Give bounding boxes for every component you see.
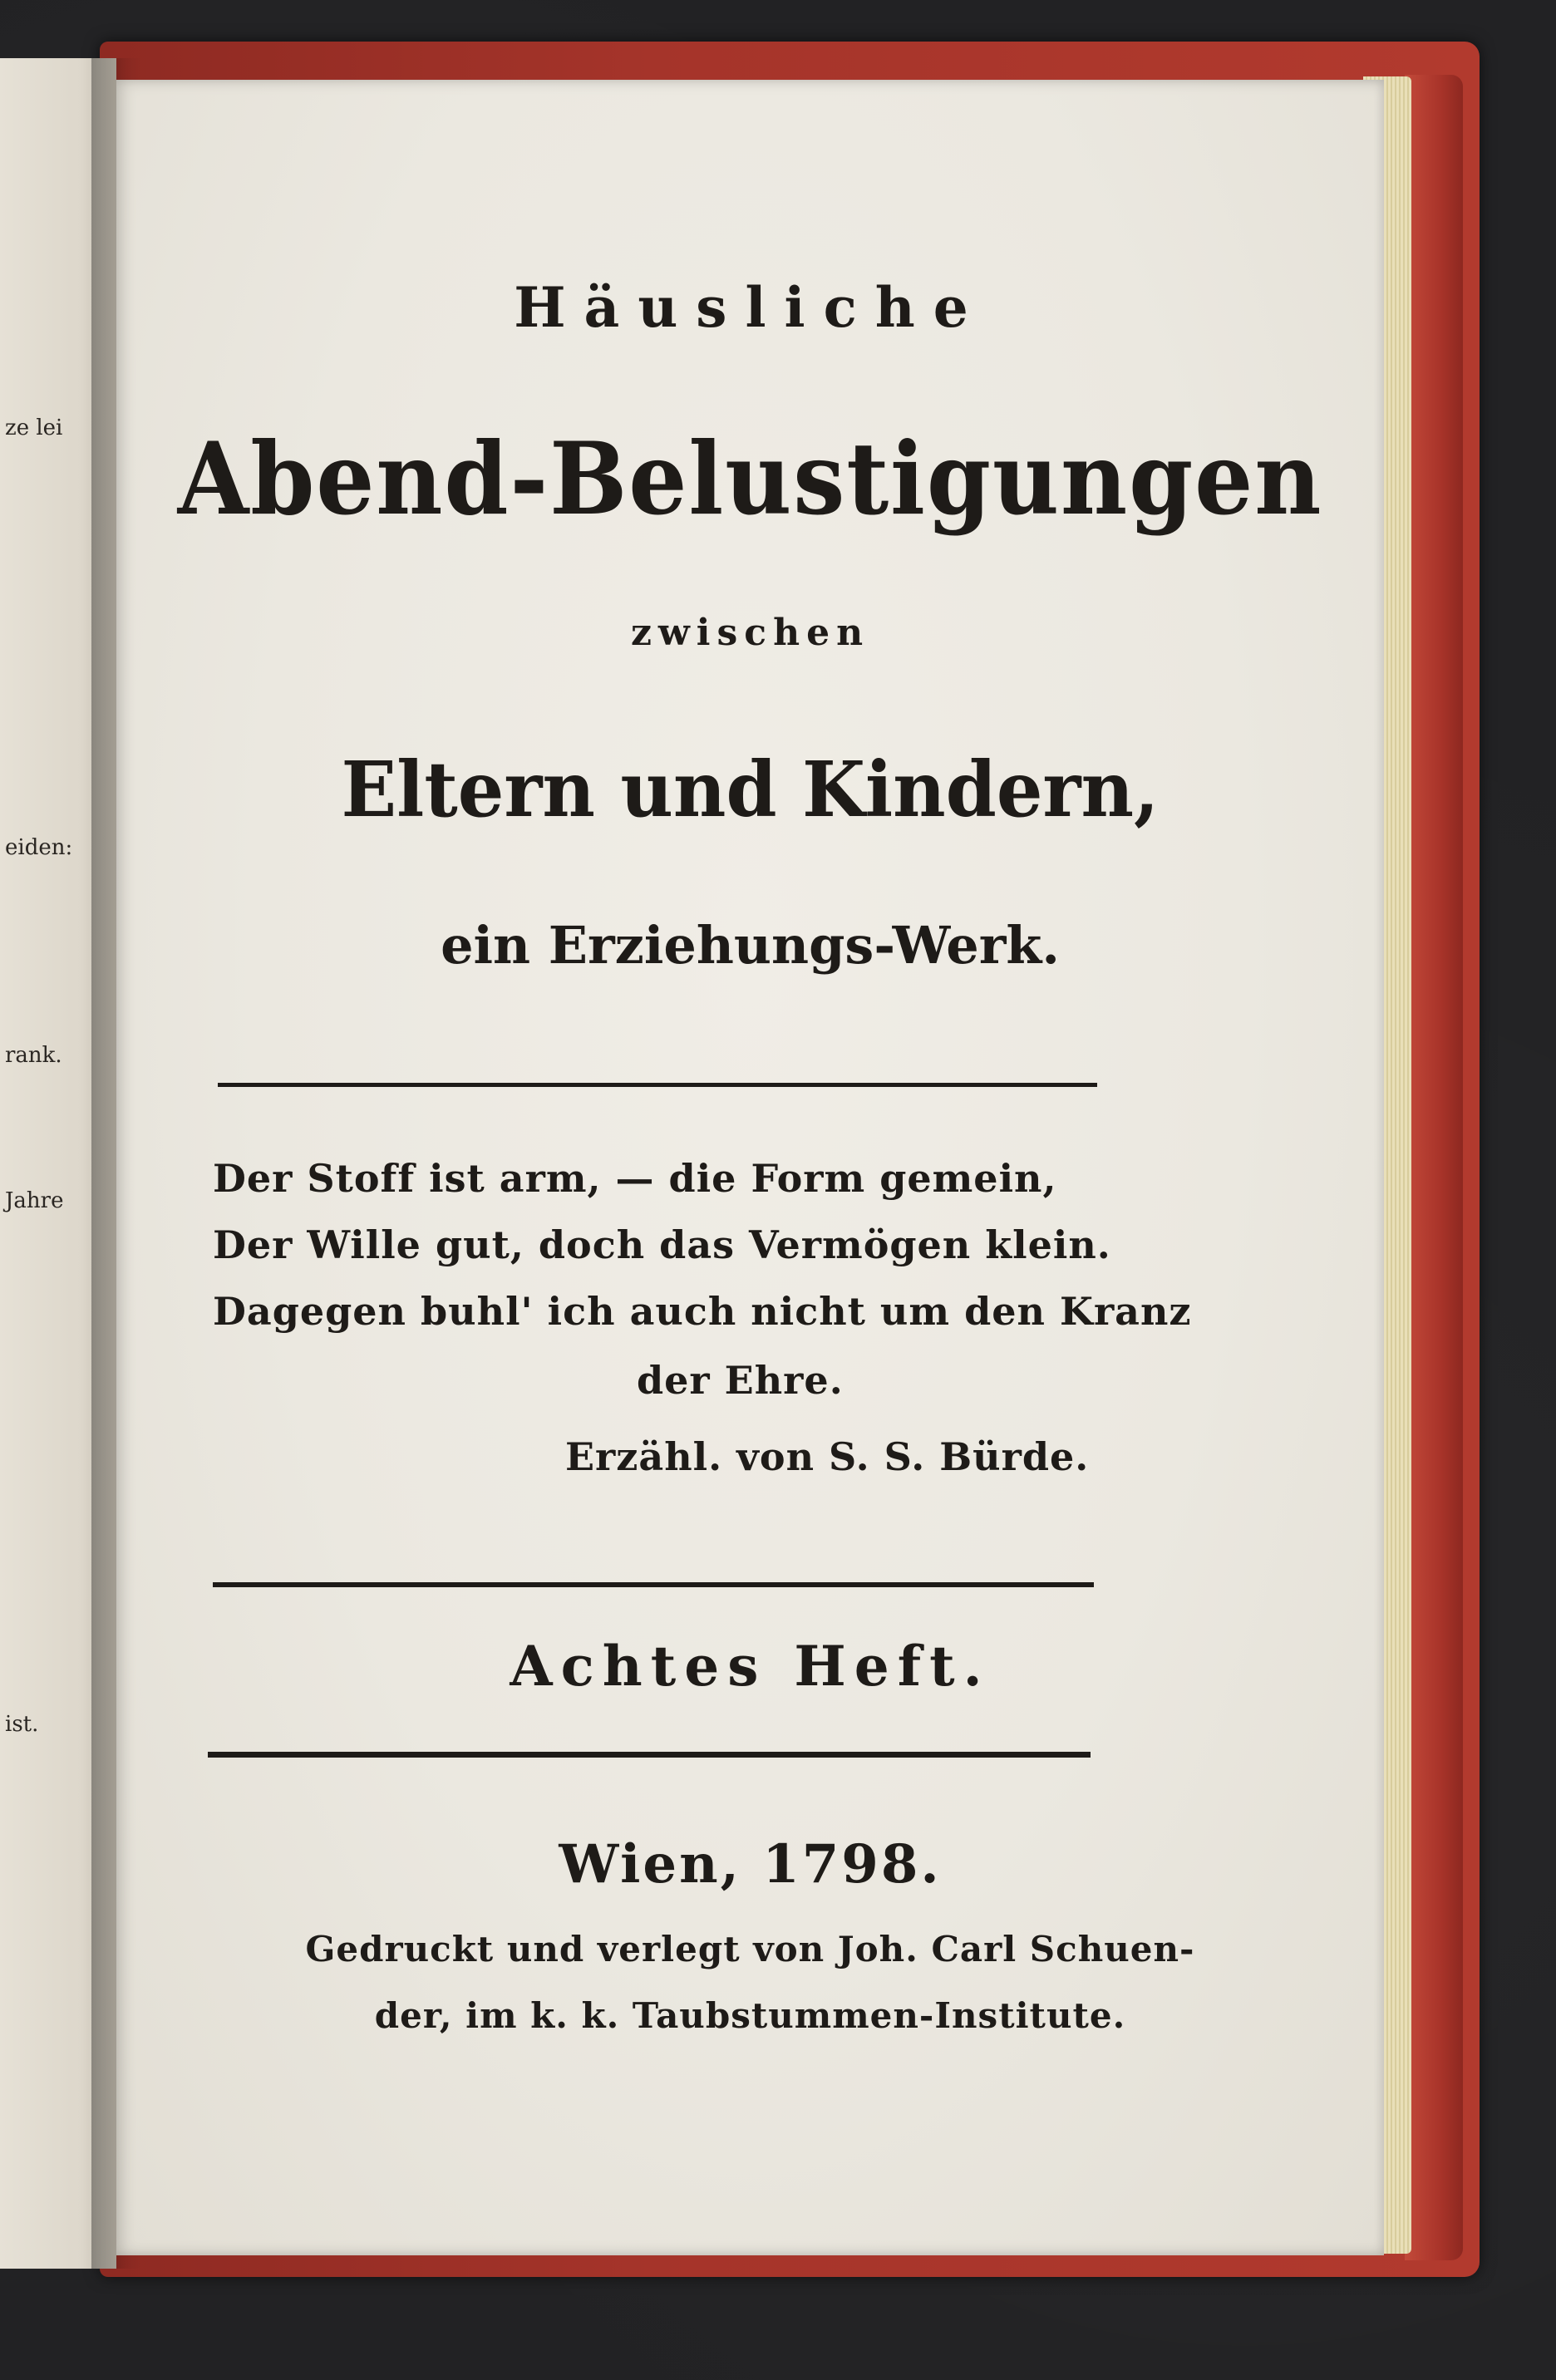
left-page-fragment: ist.	[5, 1712, 39, 1737]
title-line-werk: ein Erziehungs-Werk.	[441, 915, 1060, 976]
part-number: Achtes Heft.	[510, 1634, 991, 1699]
divider-rule	[218, 1083, 1097, 1087]
book-cover-edge	[1405, 75, 1463, 2260]
divider-rule	[208, 1752, 1091, 1758]
title-page	[116, 80, 1384, 2255]
motto-line: Dagegen buhl' ich auch nicht um den Kranz	[213, 1289, 1192, 1334]
motto-line: der Ehre.	[637, 1358, 844, 1403]
divider-rule	[213, 1582, 1094, 1587]
motto-line: Der Wille gut, doch das Vermögen klein.	[213, 1222, 1111, 1267]
title-line-zwischen: zwischen	[630, 612, 870, 654]
title-line-eltern: Eltern und Kindern,	[341, 745, 1160, 834]
title-line-main: Abend-Belustigungen	[177, 420, 1323, 538]
motto-line: Der Stoff ist arm, — die Form gemein,	[213, 1156, 1057, 1201]
place-year: Wien, 1798.	[559, 1833, 942, 1896]
left-page-fragment: eiden:	[5, 835, 73, 860]
left-page-fragment: Jahre	[5, 1188, 64, 1213]
imprint-line: der, im k. k. Taubstummen-Institute.	[374, 1995, 1126, 2036]
left-page-fragment: ze lei	[5, 416, 63, 440]
left-page-fragment: rank.	[5, 1043, 62, 1068]
motto-attribution: Erzähl. von S. S. Bürde.	[565, 1434, 1090, 1479]
title-line-hausliche: Häusliche	[514, 275, 987, 340]
imprint-line: Gedruckt und verlegt von Joh. Carl Schuen-	[305, 1929, 1195, 1969]
